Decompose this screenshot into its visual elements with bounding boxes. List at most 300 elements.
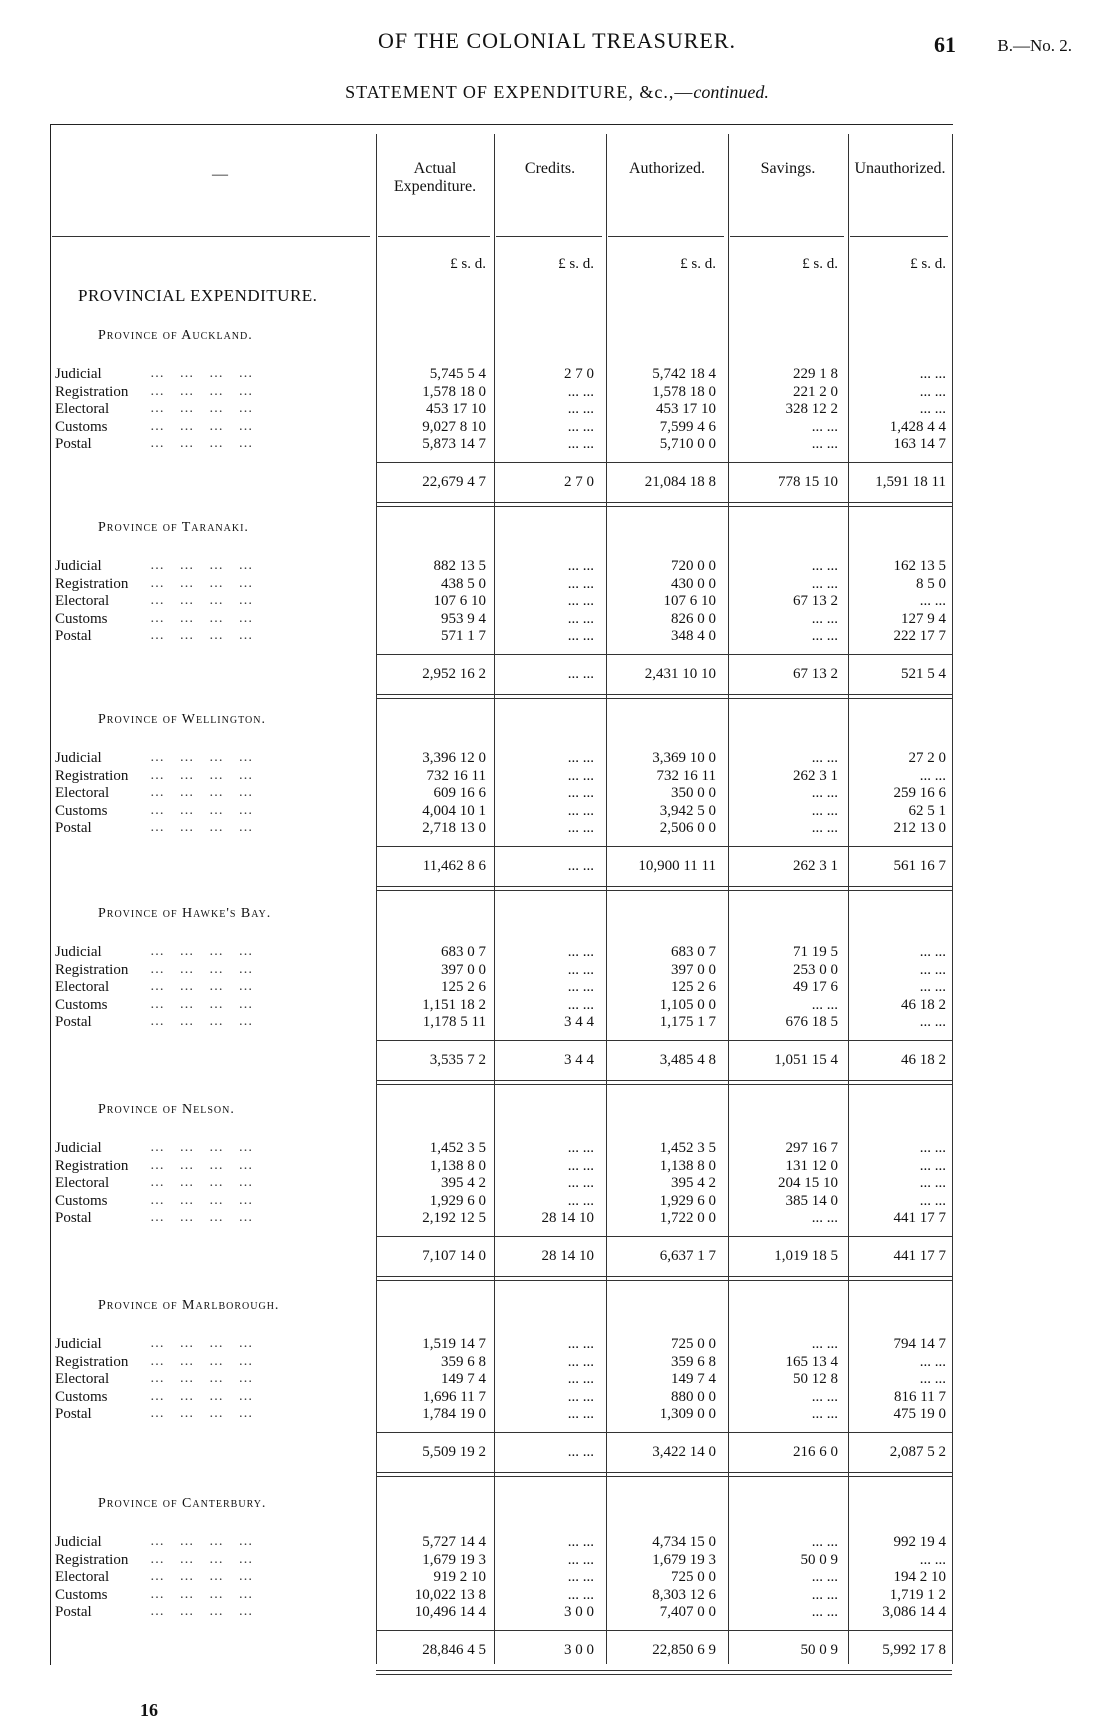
table-cell: 5,727 14 4 — [422, 1534, 486, 1550]
table-cell: ... ... — [811, 1604, 838, 1620]
total-cell: 1,051 15 4 — [774, 1051, 838, 1068]
row-label: Registration — [55, 1353, 129, 1370]
row-label: Electoral — [55, 1371, 110, 1387]
total-rule — [376, 1040, 952, 1041]
table-cell: ... ... — [567, 383, 594, 400]
total-cell: ... ... — [567, 665, 594, 682]
total-rule — [376, 654, 952, 655]
table-cell: ... ... — [567, 979, 594, 995]
table-cell: 1,929 6 0 — [429, 1192, 486, 1209]
header-rule — [608, 236, 724, 237]
table-cell: 253 0 0 — [793, 961, 838, 978]
provincial-expenditure-heading: PROVINCIAL EXPENDITURE. — [78, 286, 318, 305]
table-cell: 1,105 0 0 — [659, 996, 716, 1013]
table-cell: ... ... — [567, 996, 594, 1013]
table-cell: 571 1 7 — [441, 628, 486, 644]
header-title: OF THE COLONIAL TREASURER. — [377, 28, 737, 53]
leader-dots: … … … … — [150, 1014, 259, 1029]
leader-dots: … … … … — [150, 1406, 259, 1421]
table-cell: ... ... — [567, 1336, 594, 1352]
table-cell: 212 13 0 — [893, 820, 946, 836]
table-cell: 328 12 2 — [785, 401, 838, 417]
leader-dots: … … … … — [150, 1157, 259, 1173]
section-double-rule — [376, 1276, 952, 1281]
table-cell: ... ... — [811, 1336, 838, 1352]
table-cell: ... ... — [567, 802, 594, 819]
leader-dots: … … … … — [150, 1371, 259, 1386]
table-cell: 149 7 4 — [441, 1371, 486, 1387]
statement-subtitle — [0, 82, 1114, 103]
table-cell: ... ... — [811, 1210, 838, 1226]
table-cell: ... ... — [811, 750, 838, 766]
table-cell: 5,742 18 4 — [652, 366, 716, 382]
table-cell: 438 5 0 — [441, 575, 486, 592]
table-cell: ... ... — [919, 944, 946, 960]
row-label: Registration — [55, 575, 129, 592]
table-cell: 67 13 2 — [793, 593, 838, 609]
table-cell: 441 17 7 — [893, 1210, 946, 1226]
leader-dots: … … … … — [150, 1586, 259, 1602]
table-cell: 204 15 10 — [778, 1175, 838, 1191]
table-cell: 919 2 10 — [433, 1569, 486, 1585]
row-label: Electoral — [55, 1175, 110, 1191]
table-cell: 1,929 6 0 — [659, 1192, 716, 1209]
table-cell: 50 12 8 — [793, 1371, 838, 1387]
total-cell: 11,462 8 6 — [422, 857, 486, 874]
column-header: Unauthorized. — [854, 160, 946, 177]
table-cell: 262 3 1 — [793, 767, 838, 784]
table-cell: 127 9 4 — [901, 610, 946, 627]
row-label: Registration — [55, 1157, 129, 1174]
table-cell: 3 4 4 — [564, 1014, 594, 1030]
leader-dots: … … … … — [150, 767, 259, 783]
province-title: Province of Auckland. — [98, 328, 253, 343]
table-cell: 10,022 13 8 — [414, 1586, 486, 1603]
table-cell: 3 0 0 — [564, 1604, 594, 1620]
table-cell: 350 0 0 — [671, 785, 716, 801]
table-cell: 882 13 5 — [433, 558, 486, 574]
page-number: 61 — [934, 32, 956, 57]
table-cell: 1,178 5 11 — [422, 1014, 486, 1030]
table-cell: 1,578 18 0 — [422, 383, 486, 400]
table-cell: 50 0 9 — [800, 1551, 838, 1568]
total-cell: 21,084 18 8 — [644, 473, 716, 490]
table-cell: 1,138 8 0 — [659, 1157, 716, 1174]
table-cell: ... ... — [811, 436, 838, 452]
header-rule — [52, 236, 370, 237]
total-rule — [376, 462, 952, 463]
total-cell: 441 17 7 — [893, 1247, 946, 1264]
leader-dots: … … … … — [150, 979, 259, 994]
total-cell: 2 7 0 — [564, 473, 594, 490]
leader-dots: … … … … — [150, 558, 259, 573]
total-rule — [376, 1236, 952, 1237]
table-cell: 725 0 0 — [671, 1336, 716, 1352]
row-label: Postal — [55, 628, 92, 644]
table-cell: 71 19 5 — [793, 944, 838, 960]
total-cell: 67 13 2 — [793, 665, 838, 682]
leader-dots: … … … … — [150, 785, 259, 800]
table-cell: ... ... — [919, 366, 946, 382]
document-reference: B.—No. 2. — [997, 36, 1072, 55]
table-cell: 162 13 5 — [893, 558, 946, 574]
row-label: Customs — [55, 996, 108, 1013]
table-cell: 131 12 0 — [785, 1157, 838, 1174]
total-cell: 22,850 6 9 — [652, 1641, 716, 1658]
row-label: Customs — [55, 418, 108, 435]
leader-dots: … … … … — [150, 366, 259, 381]
table-cell: ... ... — [567, 1157, 594, 1174]
table-cell: ... ... — [811, 785, 838, 801]
table-cell: ... ... — [811, 418, 838, 435]
table-cell: 683 0 7 — [671, 944, 716, 960]
total-cell: 6,637 1 7 — [659, 1247, 716, 1264]
table-cell: 609 16 6 — [433, 785, 486, 801]
table-cell: ... ... — [567, 1586, 594, 1603]
total-cell: 561 16 7 — [893, 857, 946, 874]
table-frame — [50, 124, 953, 1665]
table-cell: 3,369 10 0 — [652, 750, 716, 766]
subtitle-text: STATEMENT OF EXPENDITURE, &c.,— — [345, 82, 694, 102]
row-label: Registration — [55, 767, 129, 784]
province-title: Province of Nelson. — [98, 1102, 235, 1117]
table-cell: ... ... — [811, 996, 838, 1013]
table-cell: ... ... — [919, 1140, 946, 1156]
table-cell: 1,519 14 7 — [422, 1336, 486, 1352]
table-cell: ... ... — [567, 628, 594, 644]
table-cell: ... ... — [567, 785, 594, 801]
row-label: Electoral — [55, 401, 110, 417]
column-divider — [494, 134, 495, 1664]
table-cell: 1,696 11 7 — [422, 1388, 486, 1405]
table-cell: ... ... — [567, 1175, 594, 1191]
table-cell: ... ... — [567, 750, 594, 766]
row-label: Judicial — [55, 1534, 102, 1550]
table-cell: 732 16 11 — [426, 767, 486, 784]
table-cell: 430 0 0 — [671, 575, 716, 592]
table-cell: 395 4 2 — [671, 1175, 716, 1191]
table-cell: ... ... — [567, 1140, 594, 1156]
table-cell: 359 6 8 — [441, 1353, 486, 1370]
section-double-rule — [376, 502, 952, 507]
table-cell: ... ... — [567, 436, 594, 452]
leader-dots: … … … … — [150, 401, 259, 416]
leader-dots: … … … … — [150, 944, 259, 959]
table-cell: ... ... — [811, 802, 838, 819]
currency-units: £ s. d. — [450, 256, 486, 272]
table-cell: 5,745 5 4 — [429, 366, 486, 382]
table-cell: ... ... — [567, 1353, 594, 1370]
table-cell: ... ... — [811, 558, 838, 574]
row-label: Customs — [55, 1586, 108, 1603]
table-cell: ... ... — [811, 610, 838, 627]
table-cell: ... ... — [811, 820, 838, 836]
leader-dots: … … … … — [150, 802, 259, 818]
table-cell: 28 14 10 — [541, 1210, 594, 1226]
table-cell: 453 17 10 — [656, 401, 716, 417]
table-cell: 2,718 13 0 — [422, 820, 486, 836]
column-divider — [728, 134, 729, 1664]
table-cell: 4,004 10 1 — [422, 802, 486, 819]
table-cell: 683 0 7 — [441, 944, 486, 960]
header-rule — [378, 236, 490, 237]
header-rule — [496, 236, 602, 237]
table-cell: 7,599 4 6 — [659, 418, 716, 435]
leader-dots: … … … … — [150, 1551, 259, 1567]
table-cell: 165 13 4 — [785, 1353, 838, 1370]
table-cell: 5,873 14 7 — [422, 436, 486, 452]
total-cell: 7,107 14 0 — [422, 1247, 486, 1264]
table-cell: ... ... — [919, 383, 946, 400]
row-header: — — [212, 166, 228, 183]
table-cell: 1,784 19 0 — [422, 1406, 486, 1422]
column-header: Credits. — [524, 160, 576, 177]
table-cell: 953 9 4 — [441, 610, 486, 627]
table-cell: ... ... — [567, 1406, 594, 1422]
table-cell: ... ... — [811, 575, 838, 592]
table-cell: ... ... — [567, 593, 594, 609]
row-label: Postal — [55, 820, 92, 836]
row-label: Judicial — [55, 1336, 102, 1352]
leader-dots: … … … … — [150, 575, 259, 591]
total-cell: 3 0 0 — [564, 1641, 594, 1658]
table-cell: 395 4 2 — [441, 1175, 486, 1191]
table-cell: 397 0 0 — [671, 961, 716, 978]
table-cell: ... ... — [567, 1192, 594, 1209]
subtitle-continued: continued. — [693, 82, 769, 102]
section-double-rule — [376, 1670, 952, 1675]
table-cell: ... ... — [919, 1371, 946, 1387]
table-cell: ... ... — [919, 1014, 946, 1030]
table-cell: 10,496 14 4 — [414, 1604, 486, 1620]
table-cell: ... ... — [567, 1534, 594, 1550]
section-double-rule — [376, 694, 952, 699]
total-cell: 5,509 19 2 — [422, 1443, 486, 1460]
province-title: Province of Taranaki. — [98, 520, 249, 535]
total-cell: 3,535 7 2 — [429, 1051, 486, 1068]
total-cell: 2,431 10 10 — [644, 665, 716, 682]
row-label: Postal — [55, 1014, 92, 1030]
row-label: Registration — [55, 961, 129, 978]
leader-dots: … … … … — [150, 1175, 259, 1190]
table-cell: ... ... — [811, 1388, 838, 1405]
table-cell: 8,303 12 6 — [652, 1586, 716, 1603]
row-label: Judicial — [55, 750, 102, 766]
leader-dots: … … … … — [150, 820, 259, 835]
leader-dots: … … … … — [150, 383, 259, 399]
column-header: Authorized. — [629, 160, 705, 177]
table-cell: ... ... — [919, 767, 946, 784]
table-cell: 397 0 0 — [441, 961, 486, 978]
table-cell: 359 6 8 — [671, 1353, 716, 1370]
row-label: Customs — [55, 610, 108, 627]
table-cell: 3,396 12 0 — [422, 750, 486, 766]
table-cell: ... ... — [567, 944, 594, 960]
table-cell: ... ... — [567, 575, 594, 592]
table-cell: ... ... — [567, 401, 594, 417]
table-cell: 9,027 8 10 — [422, 418, 486, 435]
table-cell: 7,407 0 0 — [659, 1604, 716, 1620]
leader-dots: … … … … — [150, 1336, 259, 1351]
leader-dots: … … … … — [150, 418, 259, 434]
table-cell: 385 14 0 — [785, 1192, 838, 1209]
table-cell: ... ... — [567, 418, 594, 435]
leader-dots: … … … … — [150, 1210, 259, 1225]
total-cell: 521 5 4 — [901, 665, 946, 682]
table-cell: 221 2 0 — [793, 383, 838, 400]
row-label: Registration — [55, 383, 129, 400]
total-cell: 28,846 4 5 — [422, 1641, 486, 1658]
table-cell: 163 14 7 — [893, 436, 946, 452]
total-cell: 28 14 10 — [541, 1247, 594, 1264]
table-cell: 676 18 5 — [785, 1014, 838, 1030]
table-cell: 229 1 8 — [793, 366, 838, 382]
table-cell: 2,506 0 0 — [659, 820, 716, 836]
province-title: Province of Wellington. — [98, 712, 266, 727]
column-divider — [376, 134, 377, 1664]
leader-dots: … … … … — [150, 1388, 259, 1404]
total-cell: 216 6 0 — [793, 1443, 838, 1460]
currency-units: £ s. d. — [910, 256, 946, 272]
table-cell: ... ... — [567, 610, 594, 627]
total-cell: ... ... — [567, 1443, 594, 1460]
table-cell: ... ... — [919, 1157, 946, 1174]
table-cell: ... ... — [567, 1551, 594, 1568]
province-title: Province of Marlborough. — [98, 1298, 280, 1313]
table-cell: ... ... — [919, 961, 946, 978]
total-rule — [376, 1432, 952, 1433]
column-header: Actual Expenditure. — [393, 160, 477, 195]
province-title: Province of Hawke's Bay. — [98, 906, 272, 921]
table-cell: ... ... — [567, 1388, 594, 1405]
leader-dots: … … … … — [150, 593, 259, 608]
leader-dots: … … … … — [150, 961, 259, 977]
table-cell: 107 6 10 — [433, 593, 486, 609]
table-cell: 1,428 4 4 — [889, 418, 946, 435]
total-cell: 5,992 17 8 — [882, 1641, 946, 1658]
column-header: Savings. — [760, 160, 816, 177]
table-cell: 992 19 4 — [893, 1534, 946, 1550]
row-label: Judicial — [55, 558, 102, 574]
table-cell: 1,679 19 3 — [652, 1551, 716, 1568]
row-label: Postal — [55, 1210, 92, 1226]
leader-dots: … … … … — [150, 1192, 259, 1208]
footer-number: 16 — [140, 1700, 158, 1720]
total-cell: 778 15 10 — [778, 473, 838, 490]
table-cell: 297 16 7 — [785, 1140, 838, 1156]
leader-dots: … … … … — [150, 628, 259, 643]
total-cell: 46 18 2 — [901, 1051, 946, 1068]
table-cell: 46 18 2 — [901, 996, 946, 1013]
column-divider — [848, 134, 849, 1664]
currency-units: £ s. d. — [680, 256, 716, 272]
section-double-rule — [376, 886, 952, 891]
row-label: Electoral — [55, 785, 110, 801]
table-cell: 732 16 11 — [656, 767, 716, 784]
table-cell: ... ... — [919, 1175, 946, 1191]
table-cell: 125 2 6 — [441, 979, 486, 995]
table-cell: ... ... — [919, 401, 946, 417]
table-cell: ... ... — [919, 1551, 946, 1568]
table-cell: ... ... — [919, 593, 946, 609]
row-label: Customs — [55, 1388, 108, 1405]
table-cell: 3,086 14 4 — [882, 1604, 946, 1620]
total-cell: ... ... — [567, 857, 594, 874]
table-cell: 62 5 1 — [908, 802, 946, 819]
table-cell: 3,942 5 0 — [659, 802, 716, 819]
table-cell: ... ... — [567, 767, 594, 784]
table-cell: 2,192 12 5 — [422, 1210, 486, 1226]
table-cell: 725 0 0 — [671, 1569, 716, 1585]
leader-dots: … … … … — [150, 1569, 259, 1584]
table-cell: 27 2 0 — [908, 750, 946, 766]
table-cell: 49 17 6 — [793, 979, 838, 995]
table-cell: 1,175 1 7 — [659, 1014, 716, 1030]
total-rule — [376, 846, 952, 847]
table-cell: 453 17 10 — [426, 401, 486, 417]
total-cell: 50 0 9 — [800, 1641, 838, 1658]
table-cell: 5,710 0 0 — [659, 436, 716, 452]
table-cell: 4,734 15 0 — [652, 1534, 716, 1550]
province-title: Province of Canterbury. — [98, 1496, 267, 1511]
table-cell: 880 0 0 — [671, 1388, 716, 1405]
total-cell: 1,019 18 5 — [774, 1247, 838, 1264]
row-label: Electoral — [55, 979, 110, 995]
table-cell: 194 2 10 — [893, 1569, 946, 1585]
table-cell: ... ... — [811, 1569, 838, 1585]
total-rule — [376, 1630, 952, 1631]
table-cell: 826 0 0 — [671, 610, 716, 627]
row-label: Judicial — [55, 944, 102, 960]
table-cell: 1,452 3 5 — [429, 1140, 486, 1156]
leader-dots: … … … … — [150, 750, 259, 765]
table-cell: 1,719 1 2 — [889, 1586, 946, 1603]
column-divider — [952, 134, 953, 1664]
row-label: Judicial — [55, 366, 102, 382]
total-cell: 10,900 11 11 — [638, 857, 716, 874]
table-cell: ... ... — [919, 1192, 946, 1209]
leader-dots: … … … … — [150, 996, 259, 1012]
currency-units: £ s. d. — [802, 256, 838, 272]
total-cell: 2,087 5 2 — [889, 1443, 946, 1460]
table-cell: 149 7 4 — [671, 1371, 716, 1387]
row-label: Electoral — [55, 1569, 110, 1585]
total-cell: 3 4 4 — [564, 1051, 594, 1068]
table-cell: 222 17 7 — [893, 628, 946, 644]
table-cell: 1,452 3 5 — [659, 1140, 716, 1156]
table-cell: ... ... — [567, 1569, 594, 1585]
table-cell: 475 19 0 — [893, 1406, 946, 1422]
table-cell: 1,151 18 2 — [422, 996, 486, 1013]
table-cell: ... ... — [567, 1371, 594, 1387]
total-cell: 22,679 4 7 — [422, 473, 486, 490]
currency-units: £ s. d. — [558, 256, 594, 272]
row-label: Registration — [55, 1551, 129, 1568]
table-cell: 107 6 10 — [663, 593, 716, 609]
leader-dots: … … … … — [150, 1353, 259, 1369]
table-cell: 1,722 0 0 — [659, 1210, 716, 1226]
total-cell: 2,952 16 2 — [422, 665, 486, 682]
table-cell: 1,138 8 0 — [429, 1157, 486, 1174]
row-label: Postal — [55, 436, 92, 452]
row-label: Electoral — [55, 593, 110, 609]
total-cell: 262 3 1 — [793, 857, 838, 874]
total-cell: 1,591 18 11 — [875, 473, 946, 490]
table-cell: ... ... — [567, 820, 594, 836]
table-cell: 1,578 18 0 — [652, 383, 716, 400]
section-double-rule — [376, 1472, 952, 1477]
table-cell: 794 14 7 — [893, 1336, 946, 1352]
